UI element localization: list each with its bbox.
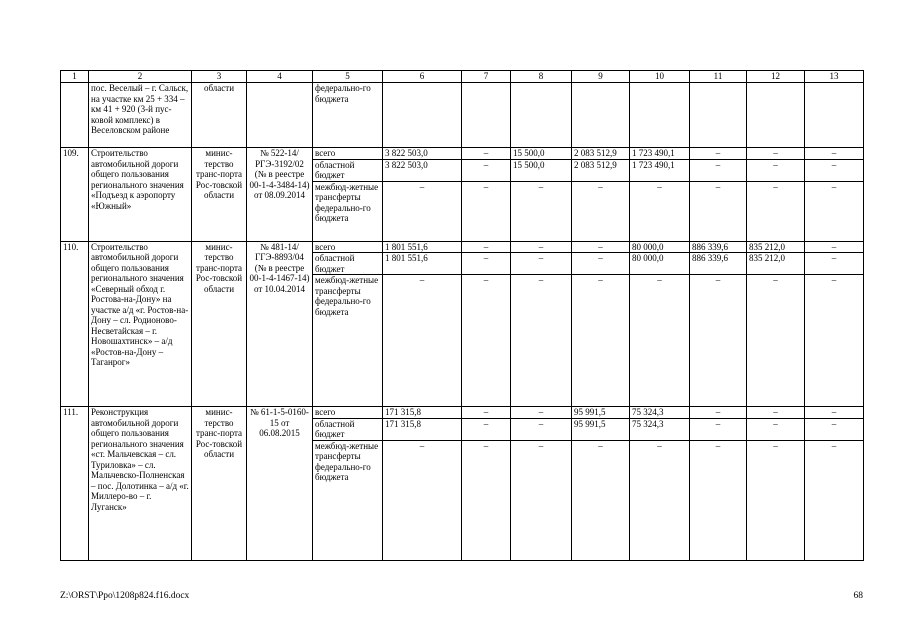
amount-cell: 835 212,0 (747, 253, 805, 275)
funding-source: межбюд-жетные трансферты федерально-го бюджета (313, 440, 383, 560)
amount-cell: – (805, 418, 864, 440)
amount-cell: – (747, 440, 805, 560)
header-cell: 7 (462, 71, 511, 83)
amount-cell: – (462, 148, 511, 160)
amount-cell: – (805, 148, 864, 160)
amount-cell: – (747, 159, 805, 181)
funding-source: межбюд-жетные трансферты федерально-го бюджета (313, 275, 383, 407)
amount-cell: 80 000,0 (630, 253, 690, 275)
table-row (61, 407, 864, 419)
amount-cell: – (462, 181, 511, 241)
header-cell: 11 (690, 71, 747, 83)
amount-cell: – (690, 181, 747, 241)
funding-source: всего (313, 407, 383, 419)
amount-cell: 1 801 551,6 (383, 253, 462, 275)
funding-source: областной бюджет (313, 418, 383, 440)
amount-cell: – (572, 181, 630, 241)
amount-cell: – (462, 440, 511, 560)
header-cell: 13 (805, 71, 864, 83)
amount-cell: 1 723 490,1 (630, 148, 690, 160)
amount-cell: – (805, 440, 864, 560)
object-name: Строительство автомобильной дороги общего пользования регионального значения «Подъезд к аэропорту «Южный» (89, 148, 192, 242)
amount-cell: – (747, 275, 805, 407)
executor: минис-терство транс-порта Рос-товской области (192, 241, 247, 407)
amount-cell: – (511, 407, 572, 419)
amount-cell: – (383, 181, 462, 241)
budget-table (60, 70, 864, 561)
header-cell: 6 (383, 71, 462, 83)
expertise-doc: № 481-14/ГГЭ-8893/04 (№ в реестре 00-1-4-1467-14) от 10.04.2014 (247, 241, 313, 407)
row-number: 111. (61, 407, 89, 561)
amount-cell: – (690, 418, 747, 440)
amount-cell: – (630, 181, 690, 241)
executor: минис-терство транс-порта Рос-товской области (192, 407, 247, 561)
amount-cell: – (383, 440, 462, 560)
amount-cell: 835 212,0 (747, 241, 805, 253)
amount-cell: – (462, 159, 511, 181)
header-cell: 10 (630, 71, 690, 83)
amount-cell: – (805, 253, 864, 275)
amount-cell: – (747, 148, 805, 160)
amount-cell: – (805, 181, 864, 241)
amount-cell: – (630, 440, 690, 560)
amount-cell: 95 991,5 (572, 418, 630, 440)
amount-cell: – (383, 275, 462, 407)
amount-cell: – (511, 440, 572, 560)
amount-cell: 886 339,6 (690, 241, 747, 253)
expertise-doc: № 61-1-5-0160-15 от 06.08.2015 (247, 407, 313, 561)
amount-cell: 1 801 551,6 (383, 241, 462, 253)
continued-executor: области (192, 83, 247, 148)
amount-cell: – (572, 253, 630, 275)
amount-cell: – (511, 418, 572, 440)
amount-cell: – (690, 440, 747, 560)
amount-cell: 886 339,6 (690, 253, 747, 275)
amount-cell: 15 500,0 (511, 148, 572, 160)
amount-cell: – (747, 407, 805, 419)
amount-cell: – (511, 253, 572, 275)
amount-cell: – (805, 159, 864, 181)
amount-cell: – (572, 241, 630, 253)
amount-cell: – (747, 181, 805, 241)
funding-source: всего (313, 148, 383, 160)
executor: минис-терство транс-порта Рос-товской области (192, 148, 247, 242)
header-cell: 3 (192, 71, 247, 83)
amount-cell: – (462, 418, 511, 440)
amount-cell: – (462, 275, 511, 407)
continuation-row (61, 83, 864, 148)
amount-cell: 2 083 512,9 (572, 148, 630, 160)
header-cell: 8 (511, 71, 572, 83)
expertise-doc: № 522-14/РГЭ-3192/02 (№ в реестре 00-1-4-3484-14) от 08.09.2014 (247, 148, 313, 242)
amount-cell: 80 000,0 (630, 241, 690, 253)
amount-cell: – (511, 275, 572, 407)
amount-cell: – (690, 159, 747, 181)
amount-cell: – (690, 275, 747, 407)
header-cell: 9 (572, 71, 630, 83)
row-number: 110. (61, 241, 89, 407)
amount-cell: – (462, 241, 511, 253)
amount-cell: – (747, 418, 805, 440)
page-number: 68 (853, 591, 863, 601)
amount-cell: 75 324,3 (630, 407, 690, 419)
header-cell: 2 (89, 71, 192, 83)
amount-cell: – (511, 241, 572, 253)
table-row (61, 241, 864, 253)
amount-cell: 2 083 512,9 (572, 159, 630, 181)
table-row (61, 148, 864, 160)
amount-cell: – (805, 275, 864, 407)
header-cell: 1 (61, 71, 89, 83)
file-path: Z:\ORST\Ppo\1208p824.f16.docx (60, 591, 190, 601)
header-row (61, 71, 864, 83)
object-name: Строительство автомобильной дороги общего пользования регионального значения «Северный обход г. Ростова-на-Дону» на участке а/д «г. Ростов-на-Дону – сл. Родионово-Несветайская – г. Новошахтинск» – а/д «Ростов-на-Дону – Таганрог» (89, 241, 192, 407)
funding-source: областной бюджет (313, 159, 383, 181)
amount-cell: 171 315,8 (383, 418, 462, 440)
amount-cell: – (572, 440, 630, 560)
continued-source: федерально-го бюджета (313, 83, 383, 148)
header-cell: 12 (747, 71, 805, 83)
amount-cell: 1 723 490,1 (630, 159, 690, 181)
amount-cell: – (462, 253, 511, 275)
amount-cell: – (690, 148, 747, 160)
amount-cell: 95 991,5 (572, 407, 630, 419)
amount-cell: – (462, 407, 511, 419)
amount-cell: 3 822 503,0 (383, 148, 462, 160)
header-cell: 4 (247, 71, 313, 83)
object-name: Реконструкция автомобильной дороги общего пользования регионального значения «ст. Мальчевская – сл. Туриловка» – сл. Мальчевско-Полненская – пос. Долотинка – а/д «г. Миллеро-во – г. Луганск» (89, 407, 192, 561)
funding-source: межбюд-жетные трансферты федерально-го бюджета (313, 181, 383, 241)
amount-cell: – (630, 275, 690, 407)
amount-cell: 171 315,8 (383, 407, 462, 419)
funding-source: всего (313, 241, 383, 253)
amount-cell: 15 500,0 (511, 159, 572, 181)
amount-cell: – (572, 275, 630, 407)
amount-cell: – (805, 241, 864, 253)
amount-cell: – (511, 181, 572, 241)
funding-source: областной бюджет (313, 253, 383, 275)
continued-name: пос. Веселый – г. Сальск, на участке км 25 + 334 – км 41 + 920 (3-й пус-ковой комплекс) в Веселовском районе (89, 83, 192, 148)
amount-cell: 3 822 503,0 (383, 159, 462, 181)
header-cell: 5 (313, 71, 383, 83)
amount-cell: – (805, 407, 864, 419)
amount-cell: – (690, 407, 747, 419)
row-number: 109. (61, 148, 89, 242)
amount-cell: 75 324,3 (630, 418, 690, 440)
